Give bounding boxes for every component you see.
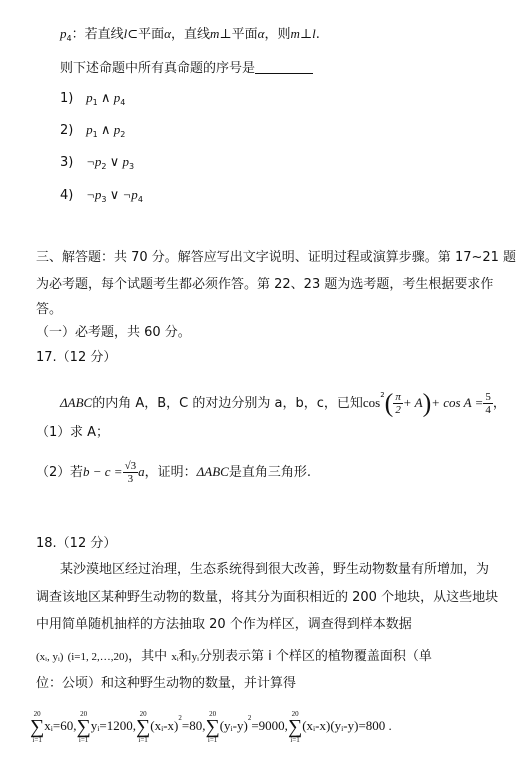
q18-line4-c: ，其中: [128, 649, 168, 664]
p4-m1: m: [210, 26, 220, 41]
option-a-sub: 2: [101, 162, 107, 171]
q17-pi-over-2: $\frac{\pi}{2}$: [395, 391, 401, 416]
q18-index-range: (i=1, 2,…,20): [67, 651, 129, 663]
option-2: [60, 121, 125, 144]
option-b: ¬p: [122, 187, 138, 202]
q18-line1: 某沙漠地区经过治理，生态系统得到很大改善，野生动物数量有所增加，为: [60, 562, 490, 577]
q18-f3: (xᵢ-x): [150, 718, 179, 733]
q17-part1-text: 求 A；: [70, 425, 110, 440]
option-number: 3): [60, 155, 74, 170]
q18-line3: 中用简单随机抽样的方法抽取 20 个作为样区，调查得到样本数据: [36, 617, 412, 632]
option-b: p: [113, 122, 121, 137]
option-number: 4): [60, 188, 74, 203]
p4-perp1: ⊥: [219, 26, 232, 41]
q17-triangle: ΔABC: [60, 395, 93, 410]
q17-part2-num: （2）: [36, 465, 71, 480]
option-a: p: [86, 90, 93, 105]
option-a: p: [86, 122, 93, 137]
sum-symbol: 20 ∑ i=1: [287, 710, 303, 745]
option-a-sub: 3: [101, 195, 107, 204]
q17-part2-a: a: [138, 464, 145, 479]
q18-yi: yᵢ: [191, 651, 199, 663]
option-b: p: [122, 154, 130, 169]
q17-stem: ΔABC的内角 A，B，C 的对边分别为 a，b，c，已知$\cos^2$( $\frac{\pi}{2}$ + A)+ cos A = $\frac{5}{4}$ ，: [60, 388, 506, 418]
p4-alpha1: α: [164, 26, 171, 41]
p4-label: p: [60, 26, 67, 41]
q17-five-fourths: $\frac{5}{4}$: [485, 391, 491, 416]
option-op: ∧: [97, 90, 114, 105]
q17-header: 17.（12 分）: [36, 350, 117, 365]
q17-stem-text: 的内角 A，B，C 的对边分别为 a，b，c，已知: [92, 396, 363, 411]
q18-line2: 调查该地区某种野生动物的数量，将其分为面积相近的 200 个地块，从这些地块: [36, 590, 499, 605]
q18-header: 18.（12 分）: [36, 536, 117, 551]
option-b-sub: 4: [120, 98, 126, 107]
q18-line5: 位：公顷）和这种野生动物的数量，并计算得: [36, 676, 297, 691]
p4-plane1: 平面: [138, 27, 165, 42]
option-a: ¬p: [86, 187, 102, 202]
answer-blank: [255, 61, 313, 74]
option-4: [60, 186, 143, 209]
p4-subset: ⊂: [127, 26, 139, 41]
section3-line1: 三、解答题：共 70 分。解答应写出文字说明、证明过程或演算步骤。第 17~21 题: [36, 250, 517, 265]
question-prompt: [60, 60, 313, 78]
p4-perp2: ⊥: [299, 26, 313, 41]
q18-f5: (xᵢ-x)(yᵢ-y): [302, 718, 359, 733]
q17-sqrt3-over-3: $\frac{√3}{3}$: [124, 460, 137, 485]
q18-line4-d: 和: [178, 649, 192, 664]
option-b-sub: 2: [120, 130, 126, 139]
option-b-sub: 4: [137, 195, 143, 204]
q17-plus-a: + A: [402, 395, 423, 410]
option-op: ∨: [106, 154, 123, 169]
option-b: p: [113, 90, 121, 105]
q18-sample-pair: (xᵢ, yᵢ): [36, 651, 64, 663]
option-1: [60, 89, 125, 112]
p4-l2: l: [312, 26, 316, 41]
q17-part2: [36, 458, 311, 487]
option-b-sub: 3: [129, 162, 135, 171]
q18-xi: xᵢ: [171, 651, 179, 663]
q17-cos: cos: [362, 395, 381, 410]
p4-plane2: 平面: [231, 27, 258, 42]
sum-symbol: 20 ∑ i=1: [76, 710, 91, 745]
section3-line3: 答。: [36, 302, 63, 317]
q17-part2-expr: b − c =: [83, 464, 123, 479]
sum-symbol: 20 ∑ i=1: [135, 710, 151, 745]
q17-plus-cos-a: + cos A =: [431, 395, 484, 410]
p4-l1: l: [123, 26, 128, 41]
sum-symbol: 20 ∑ i=1: [30, 710, 45, 745]
sum-symbol: 20 ∑ i=1: [205, 710, 220, 745]
q18-formula: [30, 703, 392, 744]
p4-m2: m: [290, 26, 300, 41]
option-op: ∨: [106, 187, 123, 202]
q17-sup2: 2: [380, 391, 385, 399]
q18-f4v: =9000,: [251, 718, 288, 733]
p4-alpha2: α: [257, 26, 265, 41]
q18-f3v: =80,: [181, 718, 206, 733]
option-a-sub: 1: [92, 98, 98, 107]
q18-f2: yᵢ=1200,: [90, 718, 136, 733]
q17-part2-tail: 是直角三角形.: [228, 465, 311, 480]
q17-part1: [36, 424, 109, 442]
q18-f4-sq: 2: [247, 714, 252, 722]
question-prompt-text: 则下述命题中所有真命题的序号是: [60, 61, 256, 76]
q17-part1-num: （1）: [36, 425, 71, 440]
p4-end: .: [315, 27, 320, 42]
q18-line4-e: 分别表示第 i 个样区的植物覆盖面积（单: [198, 649, 432, 664]
q17-tail: ，: [492, 396, 506, 411]
q17-part2-mid: ，证明：: [144, 465, 197, 480]
q17-part2-triangle: ΔABC: [196, 464, 229, 479]
p4-comma1: ，直线: [170, 27, 210, 42]
q18-line4: [36, 648, 432, 666]
q18-f1: xᵢ=60,: [44, 718, 77, 733]
q18-f5v: =800 .: [358, 718, 392, 733]
option-op: ∧: [97, 122, 114, 137]
option-number: 2): [60, 123, 74, 138]
option-a-sub: 1: [92, 130, 98, 139]
p4-statement: [60, 25, 320, 48]
p4-sub: 4: [66, 34, 72, 43]
option-a: ¬p: [86, 154, 102, 169]
section3-subheading: （一）必考题，共 60 分。: [36, 325, 191, 340]
option-3: [60, 153, 134, 176]
section3-line2: 为必考题，每个试题考生都必须作答。第 22、23 题为选考题，考生根据要求作: [36, 277, 494, 292]
option-number: 1): [60, 91, 74, 106]
q17-part2-pre: 若: [70, 465, 84, 480]
q18-f3-sq: 2: [178, 714, 182, 722]
q18-f4: (yᵢ-y): [219, 718, 248, 733]
p4-colon: ：若直线: [71, 27, 124, 42]
p4-comma2: ，则: [264, 27, 291, 42]
